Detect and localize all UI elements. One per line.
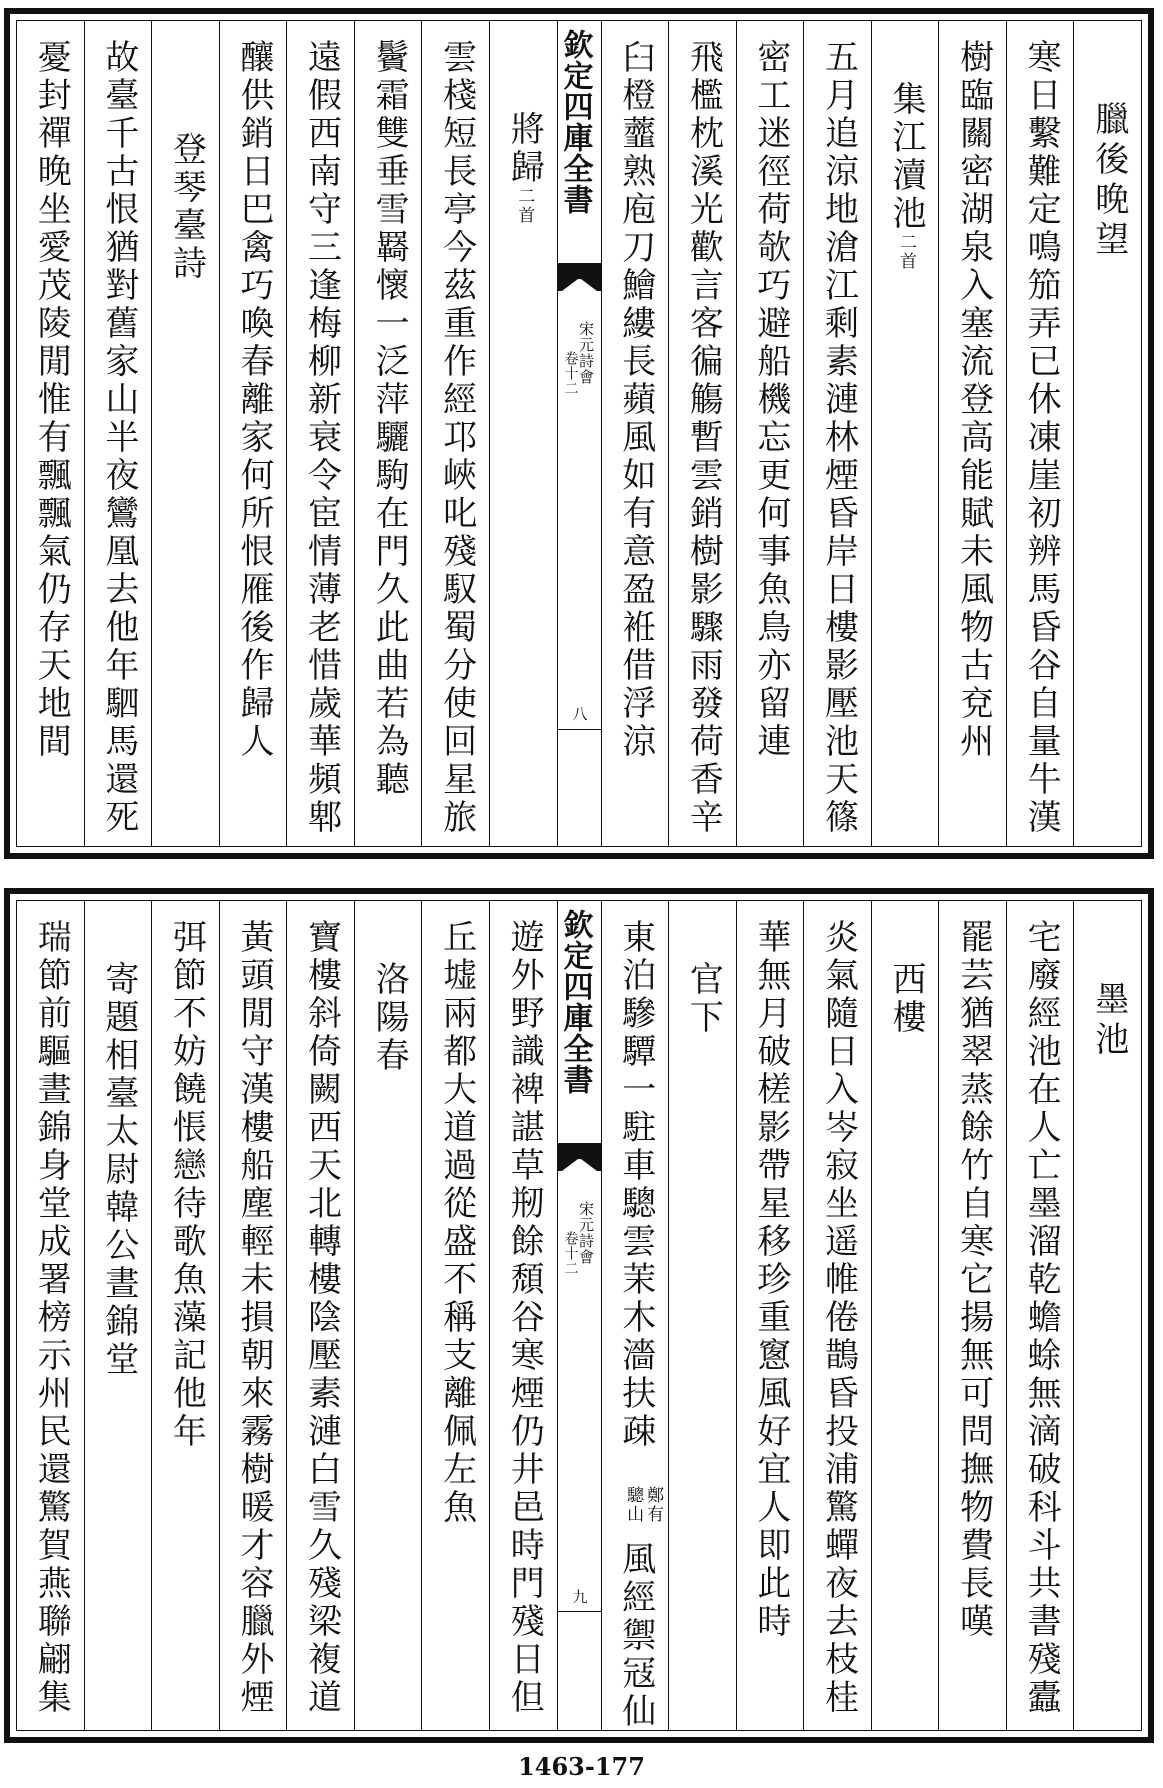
- poem-title: 臘後晚望: [1088, 101, 1129, 261]
- poem-line: 憂封禪晚坐愛茂陵閒惟有飄飄氣仍存天地間: [31, 39, 72, 761]
- book-title: 宋元詩會: [577, 321, 595, 385]
- bottom-page-columns: [16, 900, 1142, 1731]
- column-15: [84, 901, 152, 1730]
- center-gutter: [557, 21, 601, 846]
- poem-line: 黃頭閒守漢樓船塵輕未損朝來霧樹暖才容臘外煙: [233, 919, 274, 1717]
- poem-note: 二首: [514, 187, 535, 225]
- poem-title: 集江瀆池二首: [886, 81, 927, 271]
- poem-line: 丘墟兩都大道過從盛不稱支離佩左魚: [436, 919, 477, 1527]
- poem-line: 罷芸猶翠蒸餘竹自寒它揚無可問撫物費長嘆: [953, 919, 994, 1641]
- column-4: [871, 901, 939, 1730]
- column-11: [354, 901, 422, 1730]
- poem-line: 故臺千古恨猶對舊家山半夜鸞凰去他年駟馬還死: [98, 39, 139, 837]
- column-12: [286, 21, 354, 846]
- volume-label: 卷十二: [562, 1231, 579, 1276]
- poem-note: 二首: [896, 233, 917, 271]
- poem-line: 密工迷徑荷欹巧避船機忘更何事魚鳥亦留連: [750, 39, 791, 761]
- book-title: 宋元詩會: [577, 1201, 595, 1265]
- column-5: [803, 901, 871, 1730]
- poem-line: 風經禦冦仙: [615, 1541, 656, 1731]
- column-13: [219, 21, 287, 846]
- volume-label: 卷十二: [562, 351, 579, 396]
- collection-title: 欽定四庫全書: [557, 909, 593, 1095]
- column-10: [421, 901, 489, 1730]
- column-6: [736, 901, 804, 1730]
- bottom-page-panel: [4, 888, 1154, 1743]
- column-10: [421, 21, 489, 846]
- poem-line: 鬢霜雙垂雪羇懷一泛萍驪駒在門久此曲若為聽: [369, 39, 410, 799]
- poem-title: 登琴臺詩: [166, 131, 207, 283]
- leaf-number: 八: [570, 706, 589, 721]
- column-16: [17, 21, 84, 846]
- gutter-rule: [558, 1611, 601, 1612]
- poem-line: 華無月破槎影帶星移珍重窻風好宜人即此時: [750, 919, 791, 1641]
- column-2: [1006, 21, 1074, 846]
- column-14: [151, 21, 219, 846]
- poem-line: 瑞節前驅晝錦身堂成署榜示州民還驚賀燕聯翩集: [31, 919, 72, 1717]
- fishtail-mark: [558, 1143, 601, 1171]
- column-16: [17, 901, 84, 1730]
- column-3: [938, 901, 1006, 1730]
- poem-title: 西樓: [886, 961, 927, 1037]
- poem-line: 遊外野識裨諶草剏餘頹谷寒煙仍井邑時門殘日但: [504, 919, 545, 1717]
- poem-line: 炎氣隨日入岑寂坐遥帷倦鵲昏投浦驚蟬夜去枝桂: [818, 919, 859, 1717]
- column-9: [489, 21, 557, 846]
- poem-line: 宅廢經池在人亡墨溜乾蟾蜍無滴破科斗共書殘蠹: [1021, 919, 1062, 1717]
- poem-title: 墨池: [1088, 981, 1129, 1061]
- center-gutter: [557, 901, 601, 1730]
- column-4: [871, 21, 939, 846]
- poem-line: 寒日繫難定鳴笳弄已休凍崖初辨馬昏谷自量牛漢: [1021, 39, 1062, 837]
- poet-note: 鄭有: [643, 1486, 664, 1524]
- column-9: [489, 901, 557, 1730]
- column-7: [668, 901, 736, 1730]
- poem-line: 弭節不妨饒悵戀待歌魚藻記他年: [166, 919, 207, 1451]
- fishtail-mark: [558, 263, 601, 291]
- column-14: [151, 901, 219, 1730]
- leaf-number: 九: [570, 1589, 589, 1604]
- poem-title: 將歸二首: [504, 111, 545, 225]
- page-number: 1463-177: [518, 1752, 645, 1781]
- column-13: [219, 901, 287, 1730]
- column-1: [1073, 901, 1141, 1730]
- poem-line: 遠假西南守三逢梅柳新衰令宦情薄老惜歲華頻郫: [301, 39, 342, 837]
- gutter-rule: [558, 729, 601, 730]
- column-5: [803, 21, 871, 846]
- column-3: [938, 21, 1006, 846]
- poem-line: 樹臨關密湖泉入塞流登高能賦未風物古兗州: [953, 39, 994, 761]
- poem-line: 釀供銷日巴禽巧喚春離家何所恨雁後作歸人: [233, 39, 274, 761]
- collection-title: 欽定四庫全書: [557, 29, 593, 215]
- poem-title: 寄題相臺太尉韓公晝錦堂: [98, 961, 139, 1379]
- poem-title: 官下: [683, 961, 724, 1037]
- top-page-columns: [16, 20, 1142, 847]
- column-11: [354, 21, 422, 846]
- column-1: [1073, 21, 1141, 846]
- column-15: [84, 21, 152, 846]
- poem-line: 東泊驂驔一駐車驄雲茉木濇扶疎: [615, 919, 656, 1451]
- column-12: [286, 901, 354, 1730]
- poem-line: 五月追涼地滄江剩素漣林煙昏岸日樓影壓池天篠: [818, 39, 859, 837]
- column-2: [1006, 901, 1074, 1730]
- poem-line: 雲棧短長亭今茲重作經邛峽叱殘馭蜀分使回星旅: [436, 39, 477, 837]
- column-7: [668, 21, 736, 846]
- column-8: [601, 901, 669, 1730]
- poet-note: 驄山: [623, 1486, 644, 1524]
- poem-line: 寶樓斜倚闕西天北轉樓陰壓素漣白雪久殘梁複道: [301, 919, 342, 1717]
- poem-line: 臼橙虀熟庖刀鱠縷長蘋風如有意盈袵借浮涼: [615, 39, 656, 761]
- poem-line: 飛檻枕溪光歡言客徧觴暫雲銷樹影驟雨發荷香辛: [683, 39, 724, 837]
- poem-title: 洛陽春: [369, 961, 410, 1075]
- top-page-panel: [4, 8, 1154, 859]
- column-8: [601, 21, 669, 846]
- column-6: [736, 21, 804, 846]
